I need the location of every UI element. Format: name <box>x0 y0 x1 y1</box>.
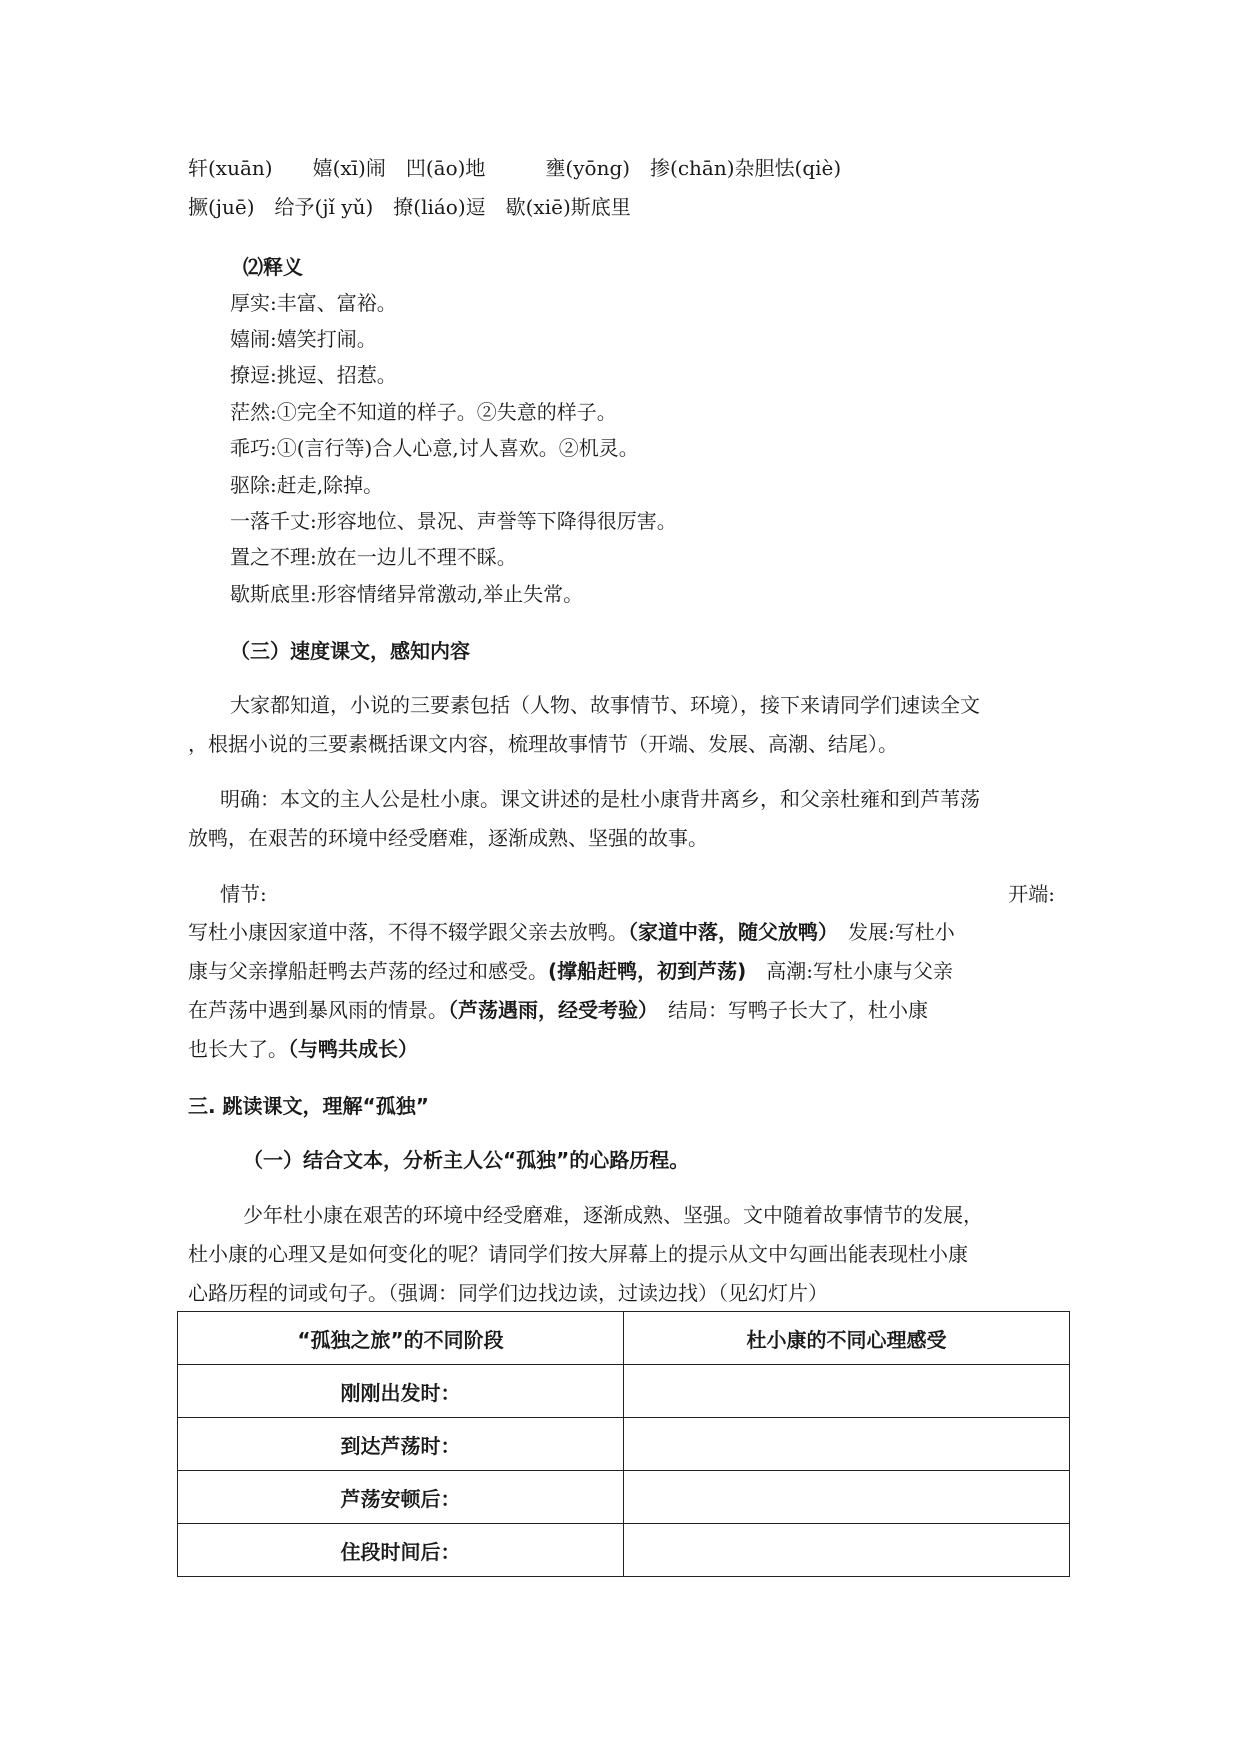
feeling-cell[interactable] <box>624 1418 1070 1471</box>
paragraph-line: 明确：本文的主人公是杜小康。课文讲述的是杜小康背井离乡，和父亲杜雍和到芦苇荡 <box>220 787 980 811</box>
plot-summary: （芦荡遇雨，经受考验） <box>448 998 648 1022</box>
part-heading: 三. 跳读课文，理解“孤独” <box>188 1094 429 1118</box>
table-header-row <box>178 1312 1070 1365</box>
stage-cell: 到达芦荡时： <box>178 1418 624 1471</box>
definition-item: 驱除:赶走,除掉。 <box>230 473 384 497</box>
plot-line <box>188 1035 418 1063</box>
stage-cell: 住段时间后： <box>178 1524 624 1577</box>
plot-summary: （家道中落，随父放鸭） <box>628 920 828 944</box>
paragraph-line: 心路历程的词或句子。（强调：同学们边找边读，过读边找）（见幻灯片） <box>188 1281 828 1305</box>
definition-item: 一落千丈:形容地位、景况、声誉等下降得很厉害。 <box>230 509 677 533</box>
plot-line <box>188 996 928 1024</box>
plot-text: 发展:写杜小 <box>828 920 955 944</box>
feeling-cell[interactable] <box>624 1365 1070 1418</box>
plot-text: 也长大了。 <box>188 1037 288 1061</box>
paragraph-line: 大家都知道，小说的三要素包括（人物、故事情节、环境），接下来请同学们速读全文 <box>230 693 980 717</box>
definitions-heading: ⑵释义 <box>243 255 303 279</box>
definition-item: 乖巧:①(言行等)合人心意,讨人喜欢。②机灵。 <box>230 436 639 460</box>
table-header-stage: “孤独之旅”的不同阶段 <box>178 1312 624 1365</box>
table-row <box>178 1524 1070 1577</box>
plot-start-label: 开端: <box>1008 882 1055 906</box>
paragraph-line: ，根据小说的三要素概括课文内容，梳理故事情节（开端、发展、高潮、结尾）。 <box>188 732 898 756</box>
pinyin-line-1: 轩(xuān) 嬉(xī)闹 凹(āo)地 壅(yōng) 掺(chān)杂胆怯(qiè) <box>188 156 842 180</box>
plot-text: 在芦荡中遇到暴风雨的情景。 <box>188 998 448 1022</box>
plot-label-row <box>220 880 1055 908</box>
plot-summary: （与鸭共成长） <box>288 1037 418 1061</box>
feeling-cell[interactable] <box>624 1471 1070 1524</box>
plot-label: 情节: <box>220 882 267 906</box>
table-row <box>178 1418 1070 1471</box>
pinyin-line-2: 撅(juē) 给予(jǐ yǔ) 撩(liáo)逗 歇(xiē)斯底里 <box>188 195 631 219</box>
definition-item: 置之不理:放在一边儿不理不睬。 <box>230 545 517 569</box>
plot-text: 结局：写鸭子长大了，杜小康 <box>648 998 928 1022</box>
definition-item: 茫然:①完全不知道的样子。②失意的样子。 <box>230 400 617 424</box>
section-heading: （三）速度课文，感知内容 <box>230 639 470 663</box>
plot-text: 高潮:写杜小康与父亲 <box>746 959 954 983</box>
feeling-cell[interactable] <box>624 1524 1070 1577</box>
table-header-feeling: 杜小康的不同心理感受 <box>624 1312 1070 1365</box>
sub-heading: （一）结合文本，分析主人公“孤独”的心路历程。 <box>243 1148 690 1172</box>
plot-text: 写杜小康因家道中落，不得不辍学跟父亲去放鸭。 <box>188 920 628 944</box>
table-row <box>178 1365 1070 1418</box>
definition-item: 歇斯底里:形容情绪异常激动,举止失常。 <box>230 582 584 606</box>
stage-cell: 芦荡安顿后： <box>178 1471 624 1524</box>
plot-summary: (撑船赶鸭，初到芦荡) <box>548 959 747 983</box>
paragraph-line: 放鸭，在艰苦的环境中经受磨难，逐渐成熟、坚强的故事。 <box>188 826 708 850</box>
plot-text: 康与父亲撑船赶鸭去芦荡的经过和感受。 <box>188 959 548 983</box>
definition-item: 厚实:丰富、富裕。 <box>230 291 397 315</box>
paragraph-line: 杜小康的心理又是如何变化的呢？请同学们按大屏幕上的提示从文中勾画出能表现杜小康 <box>188 1242 968 1266</box>
definition-item: 撩逗:挑逗、招惹。 <box>230 363 397 387</box>
table-row <box>178 1471 1070 1524</box>
definition-item: 嬉闹:嬉笑打闹。 <box>230 327 377 351</box>
stages-table <box>177 1311 1070 1577</box>
stage-cell: 刚刚出发时： <box>178 1365 624 1418</box>
plot-line <box>188 918 955 946</box>
paragraph-line: 少年杜小康在艰苦的环境中经受磨难，逐渐成熟、坚强。文中随着故事情节的发展， <box>243 1203 983 1227</box>
plot-line <box>188 957 953 985</box>
